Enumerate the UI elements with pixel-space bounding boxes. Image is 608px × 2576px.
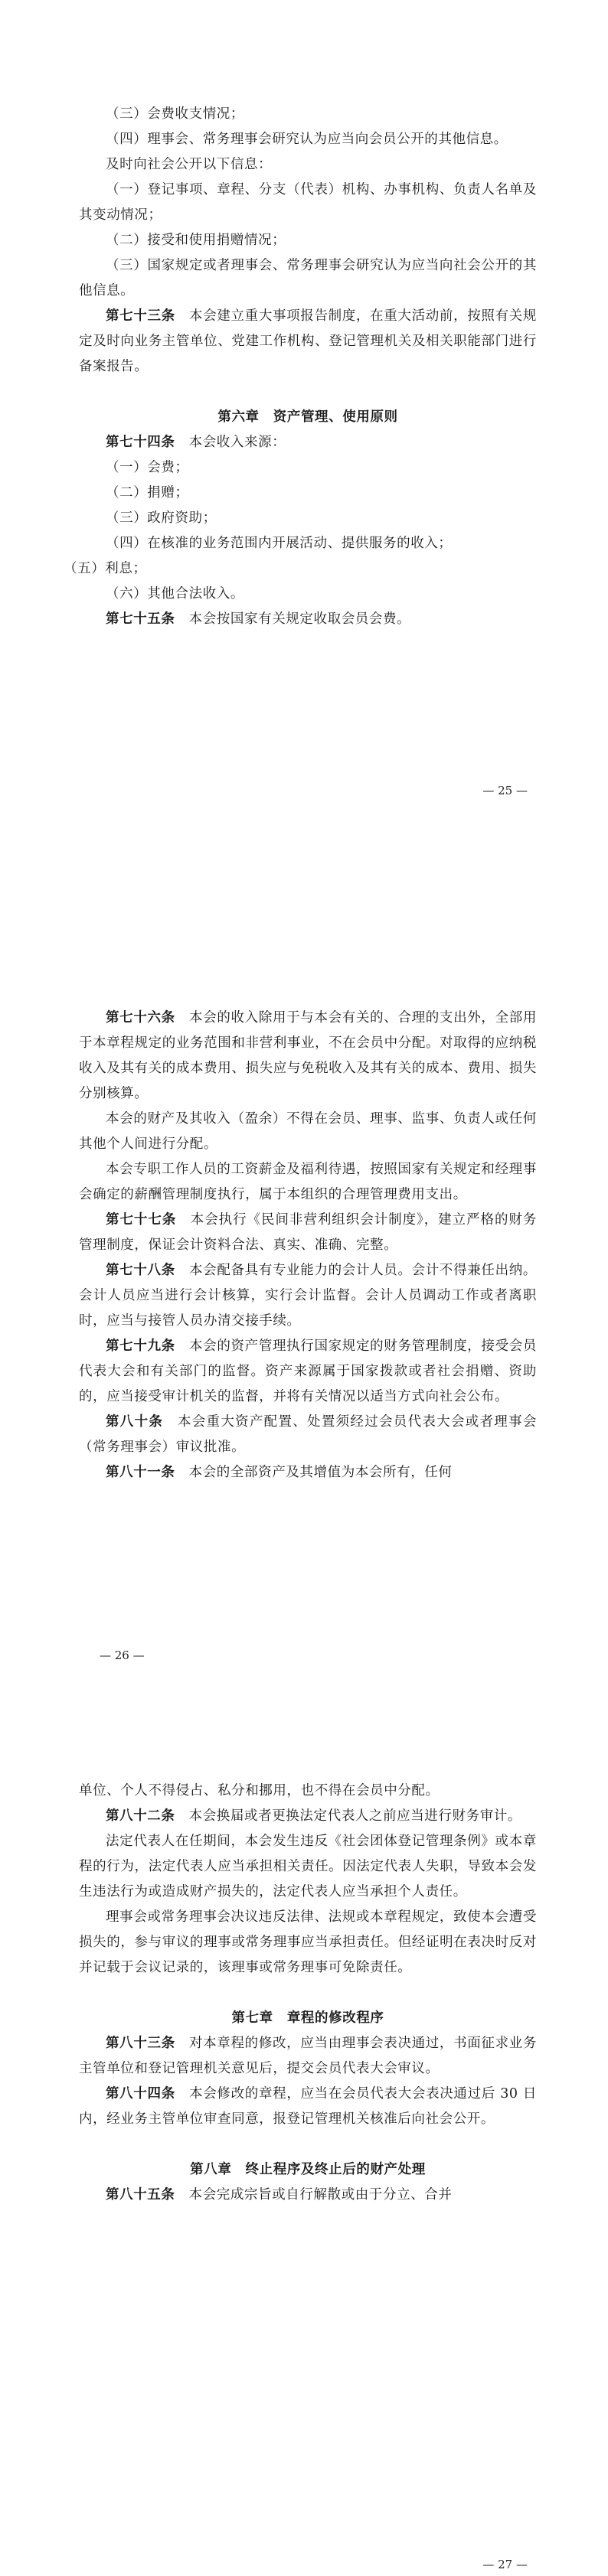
page-25	[0, 0, 608, 859]
article-74	[79, 430, 537, 455]
article-text: 本会的资产管理执行国家规定的财务管理制度，接受会员代表大会和有关部门的监督。资产来源属于国家拨款或者社会捐赠、资助的，应当接受审计机关的监督，并将有关情况以适当方式向社会公布。	[79, 1339, 538, 1404]
paragraph: 理事会或常务理事会决议违反法律、法规或本章程规定，致使本会遭受损失的，参与审议的理事或常务理事应当承担责任。但经证明在表决时反对并记载于会议记录的，该理事或常务理事可免除责任。	[79, 1909, 537, 1975]
page-number: — 25 —	[482, 784, 528, 797]
article-76	[79, 1006, 537, 1107]
article-label: 第七十六条	[106, 1010, 175, 1026]
paragraph: 法定代表人在任期间，本会发生违反《社会团体登记管理条例》或本章程的行为，法定代表人应当承担相关责任。因法定代表人失职，导致本会发生违法行为或造成财产损失的，法定代表人应当承担个人责任。	[79, 1834, 537, 1899]
paragraph: （三）国家规定或者理事会、常务理事会研究认为应当向社会公开的其他信息。	[79, 258, 537, 298]
page-26-content	[79, 1006, 537, 1485]
page-26	[0, 859, 608, 1717]
chapter-heading: 第六章 资产管理、使用原则	[217, 409, 398, 425]
article-text: 本会完成宗旨或自行解散或由于分立、合并	[188, 2187, 453, 2203]
article-label: 第七十四条	[106, 435, 175, 450]
article-text: 本会重大资产配置、处置须经过会员代表大会或者理事会（常务理事会）审议批准。	[79, 1414, 537, 1455]
article-81	[79, 1460, 537, 1485]
page-number: — 27 —	[482, 2558, 528, 2571]
article-label: 第八十五条	[106, 2187, 175, 2203]
article-83	[79, 2031, 537, 2082]
article-text: 本会的全部资产及其增值为本会所有，任何	[188, 1465, 453, 1480]
article-label: 第八十一条	[106, 1465, 175, 1480]
paragraph: 及时向社会公开以下信息：	[106, 157, 273, 172]
list-item: （二）捐赠；	[106, 485, 189, 501]
article-label: 第八十三条	[106, 2036, 175, 2051]
article-text: 本会换届或者更换法定代表人之前应当进行财务审计。	[188, 1808, 522, 1824]
article-text: 本会执行《民间非营利组织会计制度》，建立严格的财务管理制度，保证会计资料合法、真实、准确、完整。	[79, 1212, 538, 1253]
article-80	[79, 1410, 537, 1460]
article-82	[79, 1804, 537, 1829]
article-text: 本会配备具有专业能力的会计人员。会计不得兼任出纳。会计人员应当进行会计核算，实行会计监督。会计人员调动工作或者离职时，应当与接管人员办清交接手续。	[79, 1263, 538, 1329]
article-label: 第七十八条	[106, 1263, 175, 1278]
article-79	[79, 1334, 537, 1410]
chapter-heading: 第七章 章程的修改程序	[231, 2010, 384, 2026]
article-text: 本会建立重大事项报告制度，在重大活动前，按照有关规定及时向业务主管单位、党建工作机构、登记管理机关及相关职能部门进行备案报告。	[79, 308, 538, 374]
article-text: 对本章程的修改，应当由理事会表决通过，书面征求业务主管单位和登记管理机关意见后，提交会员代表大会审议。	[79, 2036, 538, 2076]
article-text: 本会按国家有关规定收取会员会费。	[188, 611, 411, 627]
article-label: 第八十二条	[106, 1808, 175, 1824]
article-label: 第七十九条	[106, 1339, 175, 1354]
article-text: 本会修改的章程，应当在会员代表大会表决通过后 30 日内，经业务主管单位审查同意，报登记管理机关核准后向社会公开。	[79, 2086, 538, 2127]
list-item: （六）其他合法收入。	[106, 586, 244, 602]
article-text: 本会的收入除用于与本会有关的、合理的支出外，全部用于本章程规定的业务范围和非营利事业，不在会员中分配。对取得的应纳税收入及其有关的成本费用、损失应与免税收入及其有关的成本、费用、损失分别核算。	[79, 1010, 538, 1101]
paragraph: 本会的财产及其收入（盈余）不得在会员、理事、监事、负责人或任何其他个人间进行分配。	[79, 1111, 537, 1152]
article-84	[79, 2082, 537, 2132]
paragraph: （一）登记事项、章程、分支（代表）机构、办事机构、负责人名单及其变动情况；	[79, 182, 537, 223]
article-77	[79, 1208, 537, 1258]
article-73	[79, 304, 537, 380]
list-item: （一）会费；	[106, 460, 189, 475]
article-label: 第七十五条	[106, 611, 175, 627]
paragraph: （四）理事会、常务理事会研究认为应当向会员公开的其他信息。	[106, 132, 508, 147]
article-label: 第七十三条	[106, 308, 175, 324]
paragraph: （三）会费收支情况；	[106, 106, 244, 122]
article-75	[79, 607, 537, 632]
article-85	[79, 2183, 537, 2208]
page-25-content	[64, 102, 538, 632]
list-item: （四）在核准的业务范围内开展活动、提供服务的收入；	[106, 536, 453, 551]
list-item: （三）政府资助；	[106, 510, 217, 526]
page-number: — 26 —	[100, 1648, 145, 1662]
article-78	[79, 1258, 537, 1334]
paragraph: 本会专职工作人员的工资薪金及福利待遇，按照国家有关规定和经理事会确定的薪酬管理制度执行，属于本组织的合理管理费用支出。	[79, 1162, 537, 1202]
page-27-content	[79, 1779, 537, 2208]
chapter-heading: 第八章 终止程序及终止后的财产处理	[190, 2162, 426, 2177]
paragraph: 单位、个人不得侵占、私分和挪用，也不得在会员中分配。	[79, 1783, 440, 1798]
article-label: 第八十条	[106, 1414, 164, 1430]
paragraph: （二）接受和使用捐赠情况；	[106, 233, 286, 248]
article-text: 本会收入来源：	[188, 435, 286, 450]
list-item: （五）利息；	[64, 561, 147, 576]
page-27	[0, 1717, 608, 2576]
article-label: 第八十四条	[106, 2086, 175, 2102]
article-label: 第七十七条	[106, 1212, 177, 1228]
